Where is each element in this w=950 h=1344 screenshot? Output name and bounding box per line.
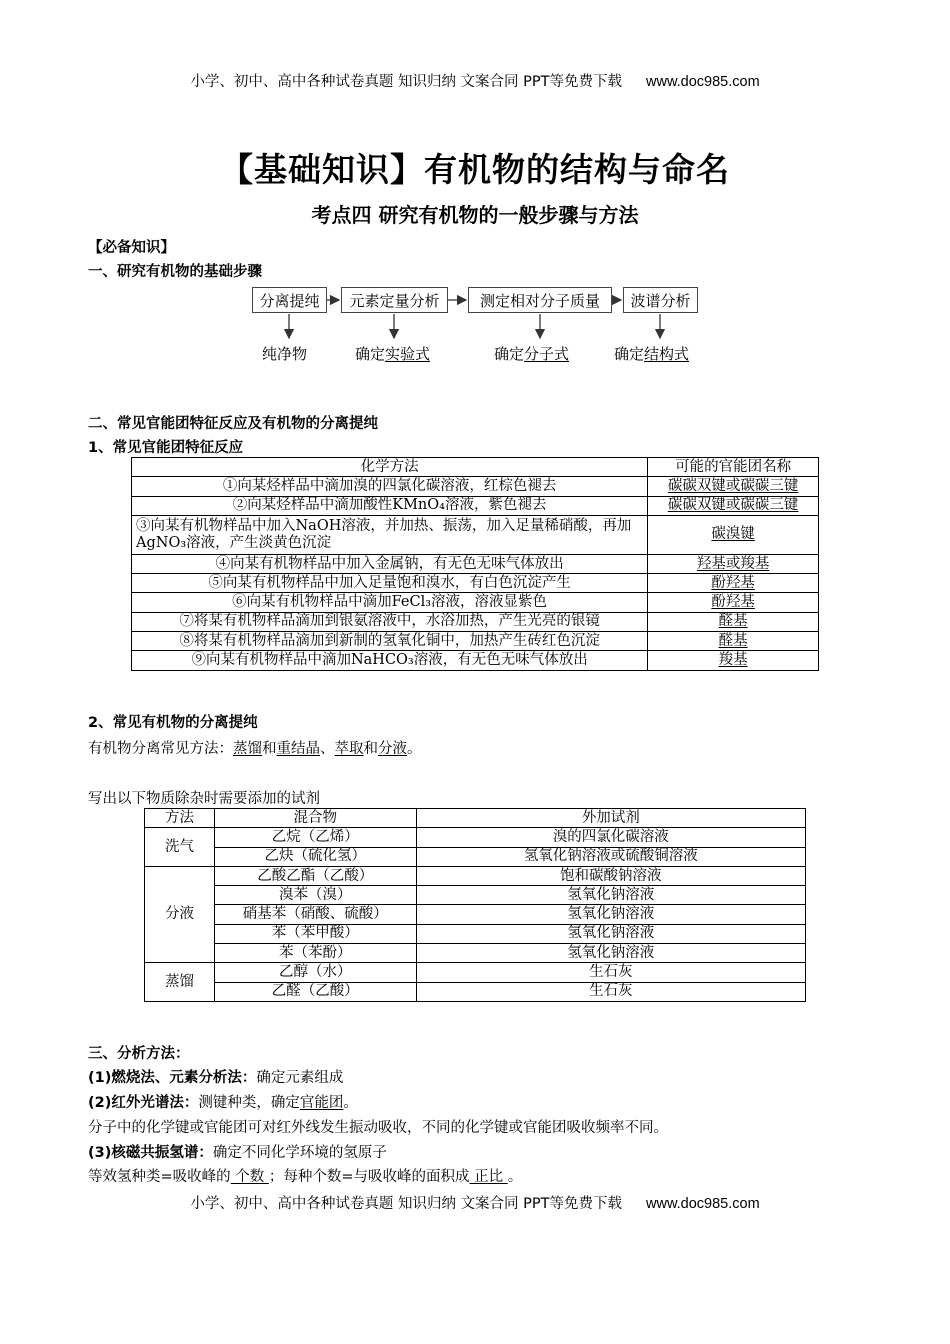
table-cell: ⑤向某有机物样品中加入足量饱和溴水，有白色沉淀产生 <box>132 574 648 593</box>
sec2-heading: 二、常见官能团特征反应及有机物的分离提纯 <box>88 416 378 432</box>
sec2-sub1: 1、常见官能团特征反应 <box>88 440 244 456</box>
methods-line: 有机物分离常见方法：蒸馏和重结晶、萃取和分液。 <box>88 741 422 757</box>
flow-step-2: 元素定量分析 <box>341 287 448 313</box>
table-cell: 碳碳双键或碳碳三键 <box>648 477 819 496</box>
table-cell: 溴的四氯化碳溶液 <box>416 828 805 847</box>
table-row <box>145 982 806 1001</box>
footer-site: www.doc985.com <box>646 1196 760 1212</box>
table-cell: 饱和碳酸钠溶液 <box>416 866 805 885</box>
sec3-heading: 三、分析方法： <box>88 1046 190 1062</box>
table-row <box>132 651 819 670</box>
table-cell: 生石灰 <box>416 963 805 982</box>
table-cell: 氢氧化钠溶液 <box>416 905 805 924</box>
table-header-row <box>145 809 806 828</box>
table-row <box>132 593 819 612</box>
footer-text: 小学、初中、高中各种试卷真题 知识归纳 文案合同 PPT等免费下载 <box>190 1196 623 1212</box>
table-row <box>132 496 819 515</box>
table-cell: 溴苯（溴） <box>214 886 416 905</box>
header-text: 小学、初中、高中各种试卷真题 知识归纳 文案合同 PPT等免费下载 <box>190 74 623 90</box>
table-row <box>132 612 819 631</box>
table-cell: 乙醛（乙酸） <box>214 982 416 1001</box>
flow-step-4: 波谱分析 <box>623 287 698 313</box>
table-cell: 乙酸乙酯（乙酸） <box>214 866 416 885</box>
table-cell: 乙烷（乙烯） <box>214 828 416 847</box>
table-cell: ⑦将某有机物样品滴加到银氨溶液中，水浴加热，产生光亮的银镜 <box>132 612 648 631</box>
table-cell: ②向某烃样品中滴加酸性KMnO₄溶液，紫色褪去 <box>132 496 648 515</box>
table-cell: 氢氧化钠溶液 <box>416 924 805 943</box>
sec1-heading: 一、研究有机物的基础步骤 <box>88 264 262 280</box>
table-row <box>145 924 806 943</box>
table-cell: 酚羟基 <box>648 593 819 612</box>
table-row <box>145 847 806 866</box>
header-site: www.doc985.com <box>646 74 760 90</box>
table-header-cell: 化学方法 <box>132 458 648 477</box>
functional-group-table <box>131 457 819 671</box>
section-required: 【必备知识】 <box>88 240 175 256</box>
table-row <box>145 828 806 847</box>
table-header-cell: 方法 <box>145 809 215 828</box>
table-cell: 乙醇（水） <box>214 963 416 982</box>
table-row <box>132 515 819 554</box>
table-row <box>145 944 806 963</box>
table-row <box>145 905 806 924</box>
method-cell: 分液 <box>145 866 215 962</box>
flow-step-1: 分离提纯 <box>252 287 327 313</box>
table-cell: 氢氧化钠溶液 <box>416 944 805 963</box>
table-cell: ③向某有机物样品中加入NaOH溶液，并加热、振荡，加入足量稀硝酸，再加AgNO₃溶液，产生淡黄色沉淀 <box>132 515 648 554</box>
table-cell: ⑨向某有机物样品中滴加NaHCO₃溶液，有无色无味气体放出 <box>132 651 648 670</box>
table-header-row <box>132 458 819 477</box>
page-subtitle: 考点四 研究有机物的一般步骤与方法 <box>311 203 639 227</box>
table-cell: 苯（苯甲酸） <box>214 924 416 943</box>
page-title: 【基础知识】有机物的结构与命名 <box>220 150 730 189</box>
table-row <box>132 554 819 573</box>
table-cell: ⑥向某有机物样品中滴加FeCl₃溶液，溶液显紫色 <box>132 593 648 612</box>
table-cell: 乙炔（硫化氢） <box>214 847 416 866</box>
table-header-cell: 混合物 <box>214 809 416 828</box>
table-header-cell: 外加试剂 <box>416 809 805 828</box>
flow-arrows <box>0 0 950 400</box>
reagent-intro: 写出以下物质除杂时需要添加的试剂 <box>88 791 320 807</box>
separation-table <box>144 808 806 1002</box>
sec3-line1: (1)燃烧法、元素分析法：确定元素组成 <box>88 1070 344 1086</box>
table-cell: 苯（苯酚） <box>214 944 416 963</box>
flow-step-3: 测定相对分子质量 <box>468 287 612 313</box>
table-row <box>145 963 806 982</box>
page-footer <box>0 1192 950 1213</box>
table-cell: 羟基或羧基 <box>648 554 819 573</box>
table-cell: 氢氧化钠溶液 <box>416 886 805 905</box>
table-cell: 生石灰 <box>416 982 805 1001</box>
table-cell: 羧基 <box>648 651 819 670</box>
table-cell: ④向某有机物样品中加入金属钠，有无色无味气体放出 <box>132 554 648 573</box>
flow-result-4: 确定结构式 <box>614 345 690 363</box>
sec2-sub2: 2、常见有机物的分离提纯 <box>88 715 258 731</box>
table-cell: 酚羟基 <box>648 574 819 593</box>
flow-result-1: 纯净物 <box>262 345 308 363</box>
flow-result-2: 确定实验式 <box>355 345 431 363</box>
table-cell: 醛基 <box>648 632 819 651</box>
table-row <box>132 632 819 651</box>
table-cell: 碳碳双键或碳碳三键 <box>648 496 819 515</box>
method-cell: 洗气 <box>145 828 215 867</box>
table-cell: 硝基苯（硝酸、硫酸） <box>214 905 416 924</box>
table-row <box>132 477 819 496</box>
table-cell: 氢氧化钠溶液或硫酸铜溶液 <box>416 847 805 866</box>
table-row <box>145 886 806 905</box>
table-row <box>132 574 819 593</box>
table-cell: ⑧将某有机物样品滴加到新制的氢氧化铜中，加热产生砖红色沉淀 <box>132 632 648 651</box>
table-cell: 醛基 <box>648 612 819 631</box>
table-header-cell: 可能的官能团名称 <box>648 458 819 477</box>
sec3-line3: 分子中的化学键或官能团可对红外线发生振动吸收，不同的化学键或官能团吸收频率不同。 <box>88 1120 668 1136</box>
flow-result-3: 确定分子式 <box>494 345 570 363</box>
table-cell: ①向某烃样品中滴加溴的四氯化碳溶液，红棕色褪去 <box>132 477 648 496</box>
sec3-line4: (3)核磁共振氢谱：确定不同化学环境的氢原子 <box>88 1145 387 1161</box>
sec3-line2: (2)红外光谱法：测键种类，确定官能团。 <box>88 1095 358 1111</box>
method-cell: 蒸馏 <box>145 963 215 1002</box>
table-cell: 碳溴键 <box>648 515 819 554</box>
table-row <box>145 866 806 885</box>
sec3-line5: 等效氢种类=吸收峰的 个数 ；每种个数=与吸收峰的面积成 正比 。 <box>88 1169 523 1185</box>
